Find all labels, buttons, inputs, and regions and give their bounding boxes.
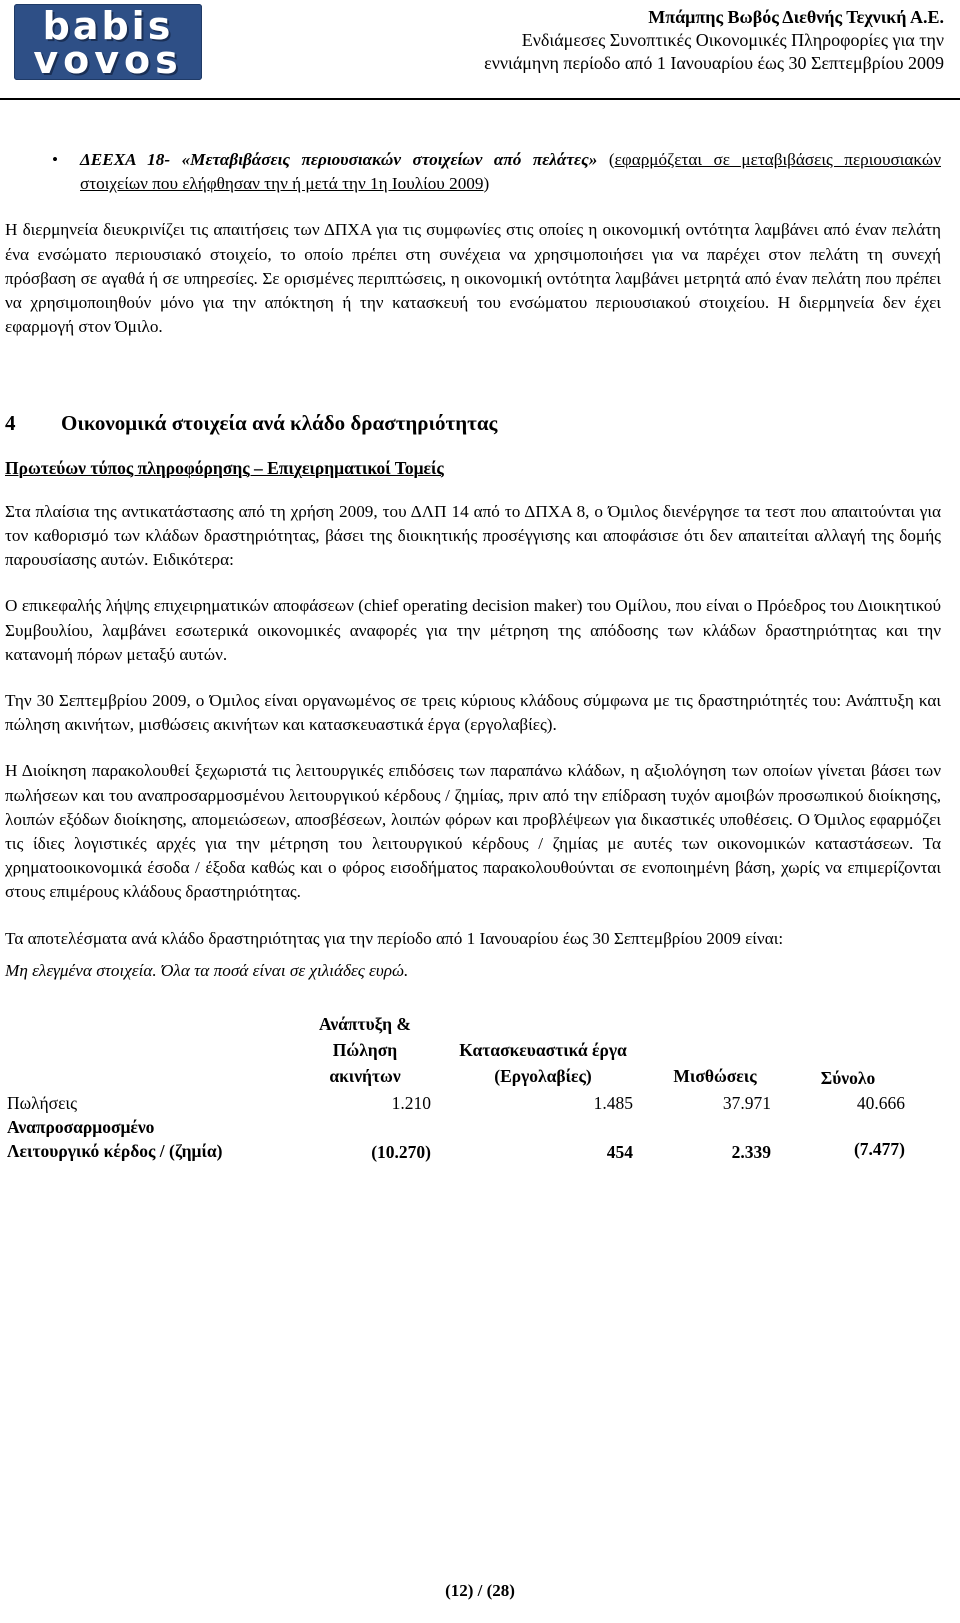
section-heading bbox=[5, 411, 941, 435]
row-label-operating-profit: Λειτουργικό κέρδος / (ζημία) bbox=[7, 1141, 223, 1162]
col-header-leases: Μισθώσεις bbox=[673, 1066, 757, 1087]
segment-results-table bbox=[5, 1011, 941, 1161]
ifric-title: ΔΕΕΧΑ 18- «Μεταβιβάσεις περιουσιακών στοιχείων από πελάτες» bbox=[80, 150, 598, 169]
paragraph-5: Τα αποτελέσματα ανά κλάδο δραστηριότητας για την περίοδο από 1 Ιανουαρίου έως 30 Σεπτεμβρίου 2009 είναι: bbox=[5, 928, 784, 948]
sales-leases-value: 37.971 bbox=[722, 1093, 771, 1114]
col-header-development bbox=[301, 1011, 429, 1089]
paragraph-4: Η Διοίκηση παρακολουθεί ξεχωριστά τις λειτουργικές επιδόσεις των παραπάνω κλάδων, η αξιολόγηση των οποίων γίνεται βάσει των πωλήσεων και του αναπροσαρμοσμένου λειτουργικού κέρδους / ζημίας, πριν από την επίδραση τυχόν αμοιβών προσωπικού διοίκησης, λοιπών εξόδων διοίκησης, απομειώσεων, αποσβέσεων, λοιπών φόρων και προβλέψεων για δικαστικές υποθέσεις. Ο Όμιλος εφαρμόζει τις ίδιες λογιστικές αρχές για την μέτρηση του λειτουργικού κέρδους / ζημίας με αυτές των οικονομικών καταστάσεων. Τα χρηματοοικονομικά έσοδα / έξοδα καθώς και ο φόρος εισοδήματος παρακολουθούνται σε ενοποιημένη βάση, χωρίς να επιμερίζονται στους επιμέρους κλάδους δραστηριότητας. bbox=[5, 761, 941, 902]
paragraph-3: Την 30 Σεπτεμβρίου 2009, ο Όμιλος είναι οργανωμένος σε τρεις κύριους κλάδους σύμφωνα με τις δραστηριότητές του: Ανάπτυξη και πώληση ακινήτων, μισθώσεις ακινήτων και κατασκευαστικά έργα (εργολαβίες). bbox=[5, 691, 941, 735]
section-subtitle: Πρωτεύων τύπος πληροφόρησης – Επιχειρηματικοί Τομείς bbox=[5, 457, 444, 478]
ifric-paragraph: Η διερμηνεία διευκρινίζει τις απαιτήσεις των ΔΠΧΑ για τις συμφωνίες στις οποίες η οικονομική οντότητα λαμβάνει από έναν πελάτη ένα ενσώματο περιουσιακό στοιχείο, το οποίο πρέπει στη συνέχεια να χρησιμοποιήσει για να παρέχει στον πελάτη τη συνεχή πρόσβαση σε αγαθά ή σε υπηρεσίες. Σε ορισμένες περιπτώσεις, η οικονομική οντότητα λαμβάνει μετρητά από έναν πελάτη που πρέπει να χρησιμοποιηθούν μόνο για την απόκτηση ή την κατασκευή του ενσώματου περιουσιακού στοιχείου. Η διερμηνεία δεν έχει εφαρμογή στον Όμιλο. bbox=[5, 220, 941, 337]
page-content bbox=[5, 148, 941, 1161]
profit-total-value: (7.477) bbox=[853, 1139, 905, 1160]
col-header-construction-line1: Κατασκευαστικά έργα bbox=[459, 1040, 627, 1061]
page-number: (12) / (28) bbox=[445, 1581, 515, 1600]
report-title-line2: εννιάμηνη περίοδο από 1 Ιανουαρίου έως 30 Σεπτεμβρίου 2009 bbox=[484, 53, 944, 73]
header-divider bbox=[0, 98, 960, 100]
ifric-bullet bbox=[5, 148, 941, 196]
sales-total-value: 40.666 bbox=[856, 1093, 905, 1114]
bullet-icon: • bbox=[52, 150, 59, 169]
profit-construction-value: 454 bbox=[606, 1142, 633, 1163]
col-header-development-line1: Ανάπτυξη & bbox=[319, 1014, 411, 1035]
col-header-construction bbox=[441, 1037, 645, 1089]
page-header bbox=[0, 0, 960, 100]
header-text bbox=[484, 6, 944, 75]
logo-text-top: babis bbox=[42, 4, 174, 48]
company-name: Μπάμπης Βωβός Διεθνής Τεχνική Α.Ε. bbox=[648, 7, 944, 27]
ifric-applicability-link[interactable]: εφαρμόζεται σε μεταβιβάσεις περιουσιακών στοιχείων που ελήφθησαν την ή μετά την 1η Ιουλίου 2009 bbox=[80, 150, 941, 194]
col-header-construction-line2: (Εργολαβίες) bbox=[494, 1066, 592, 1087]
sales-construction-value: 1.485 bbox=[593, 1093, 633, 1114]
col-header-development-line2: Πώληση bbox=[332, 1040, 398, 1061]
report-title-line1: Ενδιάμεσες Συνοπτικές Οικονομικές Πληροφορίες για την bbox=[521, 30, 944, 50]
profit-development-value: (10.270) bbox=[371, 1142, 431, 1163]
row-label-adjusted: Αναπροσαρμοσμένο bbox=[7, 1117, 155, 1138]
amounts-note: Μη ελεγμένα στοιχεία. Όλα τα ποσά είναι σε χιλιάδες ευρώ. bbox=[5, 960, 409, 980]
col-header-total: Σύνολο bbox=[820, 1068, 876, 1089]
profit-leases-value: 2.339 bbox=[731, 1142, 771, 1163]
row-label-sales: Πωλήσεις bbox=[7, 1093, 78, 1114]
paragraph-2: Ο επικεφαλής λήψης επιχειρηματικών αποφάσεων (chief operating decision maker) του Ομίλου, που είναι ο Πρόεδρος του Διοικητικού Συμβουλίου, λαμβάνει εσωτερικά οικονομικές αναφορές για την μέτρηση της απόδοσης των κλάδων δραστηριότητας και την κατανομή πόρων μεταξύ αυτών. bbox=[5, 596, 941, 664]
logo-text-bottom: vovos bbox=[33, 38, 183, 82]
company-logo bbox=[14, 4, 202, 80]
paragraph-1: Στα πλαίσια της αντικατάστασης από τη χρήση 2009, του ΔΛΠ 14 από το ΔΠΧΑ 8, ο Όμιλος διενέργησε τα τεστ που απαιτούνται για τον καθορισμό των κλάδων δραστηριότητας, βάσει της διοικητικής προσέγγισης και αποφάσισε ότι δεν απαιτείται αλλαγή της δομής παρουσίασης αυτών. Ειδικότερα: bbox=[5, 501, 941, 570]
ifric-paren-open: ( bbox=[597, 150, 615, 169]
sales-development-value: 1.210 bbox=[391, 1093, 431, 1114]
ifric-paren-close: ) bbox=[483, 174, 490, 194]
section-number: 4 bbox=[5, 411, 16, 436]
col-header-development-line3: ακινήτων bbox=[329, 1066, 401, 1087]
section-title: Οικονομικά στοιχεία ανά κλάδο δραστηριότητας bbox=[61, 411, 498, 436]
